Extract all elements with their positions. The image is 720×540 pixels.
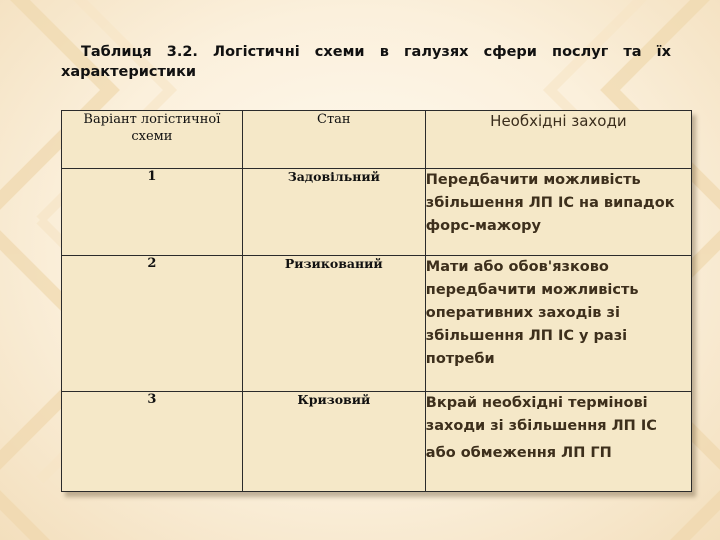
table-row [62, 392, 692, 492]
title-line-2: характеристики [61, 64, 197, 80]
header-variant: Варіант логістичної схеми [62, 111, 243, 169]
cell-measures: Передбачити можливість збільшення ЛП ІС на випадок форс-мажору [425, 169, 691, 256]
logistics-schemes-table [61, 110, 692, 492]
cell-measures [425, 392, 691, 492]
title-line-1: Таблиця 3.2. Логістичні схеми в галузях сфери послуг та їх [81, 44, 671, 60]
cell-variant: 3 [62, 392, 243, 492]
measures-text: Вкрай необхідні термінові заходи зі збільшення ЛП ІС [425, 395, 657, 434]
cell-measures: Мати або обов'язково передбачити можливість оперативних заходів зі збільшення ЛП ІС у разі потреби [425, 256, 691, 392]
measures-extra-text: або обмеження ЛП ГП [425, 445, 612, 461]
cell-variant: 2 [62, 256, 243, 392]
cell-state: Ризикований [242, 256, 425, 392]
cell-state: Кризовий [242, 392, 425, 492]
header-state: Стан [242, 111, 425, 169]
table-row [62, 256, 692, 392]
cell-state: Задовільний [242, 169, 425, 256]
table-row [62, 169, 692, 256]
table-header-row [62, 111, 692, 169]
header-measures: Необхідні заходи [425, 111, 691, 169]
slide-title [61, 42, 671, 82]
cell-variant: 1 [62, 169, 243, 256]
